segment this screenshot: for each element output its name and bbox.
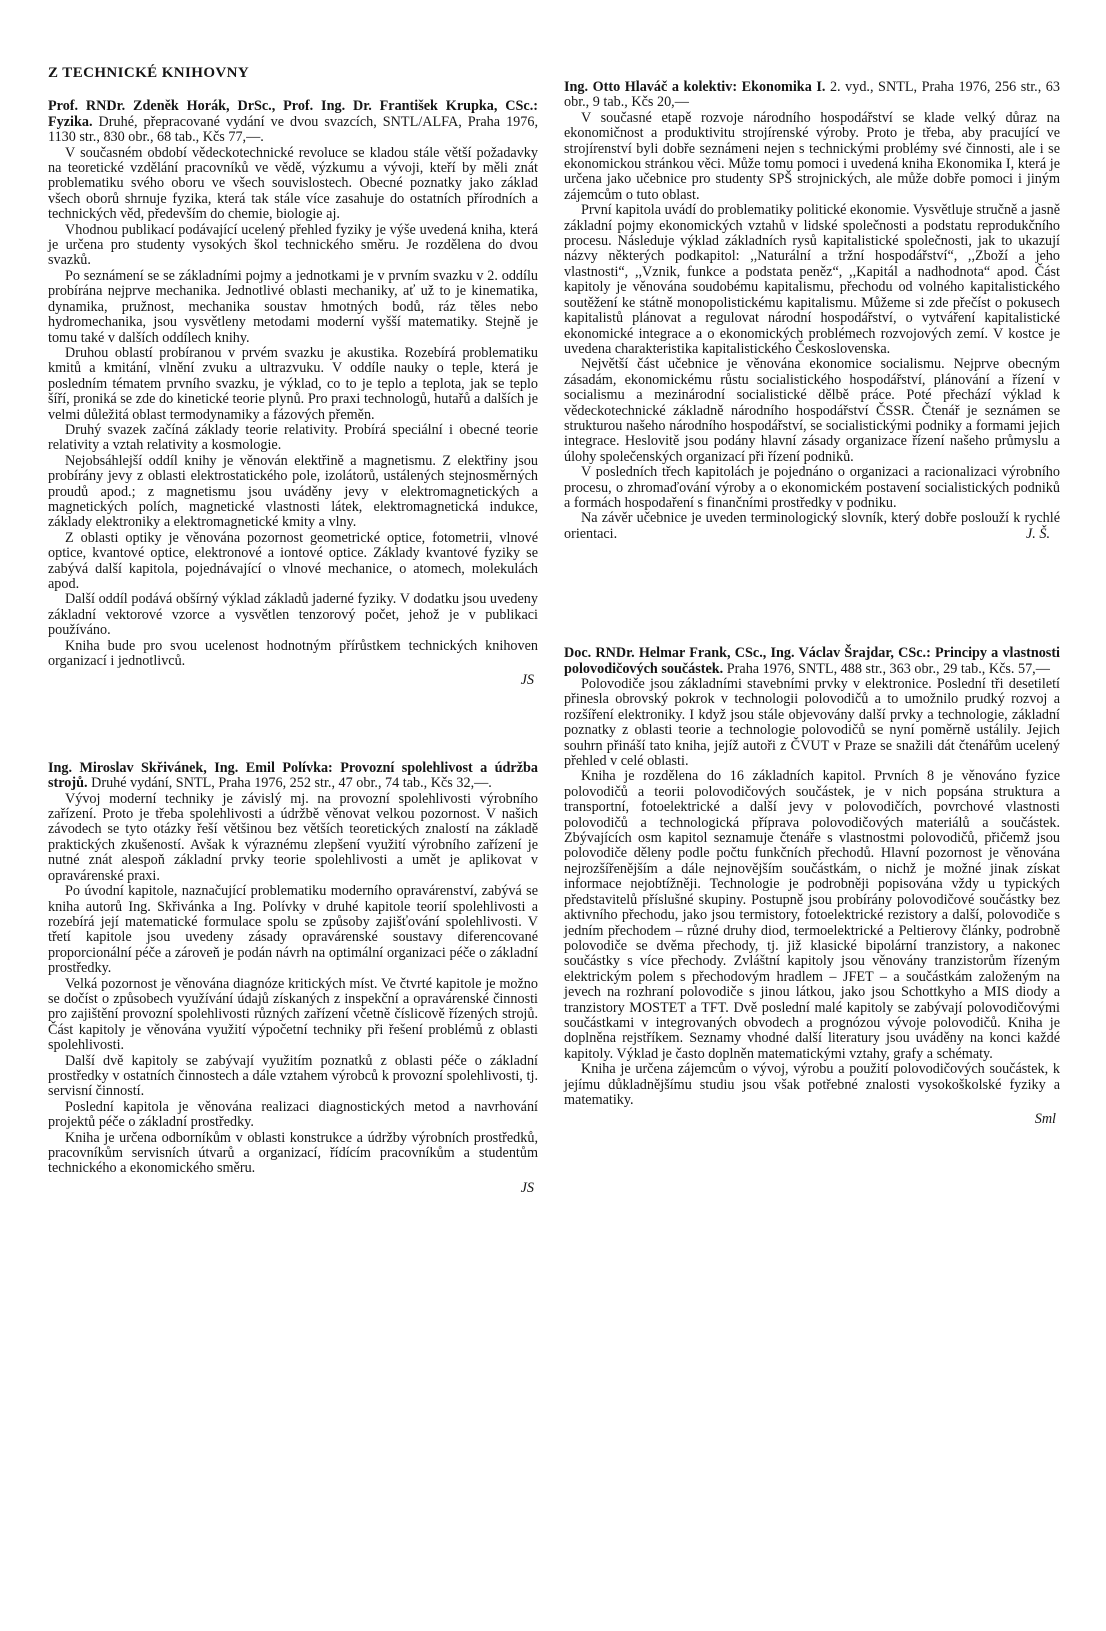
review-spolehlivost xyxy=(48,761,538,1196)
review-header xyxy=(48,761,538,792)
review-paragraph: Další oddíl podává obšírný výklad základů jaderné fyziky. V dodatku jsou uvedeny základní vektorové vzorce a vysvětlen tenzorový počet, jehož je v publikaci používáno. xyxy=(48,591,538,639)
review-paragraph: Polovodiče jsou základními stavebními prvky v elektronice. Poslední tři desetiletí přinesla obrovský pokrok v technologii polovodičů a to umožnilo prudký rozvoj a rozšíření elektroniky. I když jsou stále objevovány další prvky a technologie, základní poznatky z oblasti teorie a technologie polovodičů se nyní poměrně ustálily. Jejich souhrn přináší tato kniha, jejíž autoři z ČVUT v Praze se snažili dát čtenářům ucelený přehled v celé oblasti. xyxy=(564,676,1060,770)
review-paragraph: Z oblasti optiky je věnována pozornost geometrické optice, fotometrii, vlnové optice, kvantové optice, elektronové a iontové optice. Základy kvantové fyziky se zabývá další kapitola, pojednávající o vlnové mechanice, o atomech, molekulách apod. xyxy=(48,529,538,592)
review-paragraph: V současné etapě rozvoje národního hospodářství se klade velký důraz na ekonomičnost a produktivitu strojírenské výroby. Proto je třeba, aby pracující ve strojírenství byli dobře seznámeni nejen s technickými problémy své činnosti, ale i se ekonomickou stránkou věci. Může tomu pomoci i uvedená kniha Ekonomika I, která je určena jako učebnice pro studenty SPŠ strojnických, ale může dobře pomoci i jiným zájemcům o tuto oblast. xyxy=(564,109,1060,203)
left-column xyxy=(48,66,538,1196)
review-ekonomika xyxy=(564,80,1060,542)
review-paragraph: Druhou oblastí probíranou v prvém svazku je akustika. Rozebírá problematiku kmitů a kmitání, vlnění zvuku a ultrazvuku. V oddíle nauky o teple, která je posledním tématem prvního svazku, je výklad, co to je teplo a teplota, jak se teplo šíří, proniká se zde do kinetické teorie plynů. Pro praxi technologů, hutařů a dalších je velmi důležitá oblast termodynamiky a fázových přeměn. xyxy=(48,344,538,423)
review-paragraph: Největší část učebnice je věnována ekonomice socialismu. Nejprve obecným zásadám, ekonomickému růstu socialistického hospodářství, plánování a řízení v socialismu a mezinárodní socialistické dělbě práce. Poté přechází výklad k vědeckotechnické základně národního hospodářství ČSSR. Čtenář je seznámen se strukturou našeho národního hospodářství, se socialistickými podniky a formami jejich integrace. Heslovitě jsou podány hlavní zásady organizace řízení našeho průmyslu a úlohy společenských organizací při řízení podniků. xyxy=(564,356,1060,465)
review-authors-title: Ing. Miroslav Skřivánek, Ing. Emil Polívka: Provozní spolehlivost a údržba strojů. xyxy=(48,759,538,792)
review-paragraph: První kapitola uvádí do problematiky politické ekonomie. Vysvětluje stručně a jasně základní pojmy ekonomických vztahů v lidské společnosti a podstatu reprodukčního procesu. Následuje výklad základních rysů kapitalistické společnosti, jak to ukazují názvy některých podkapitol: ,,Naturální a tržní hospodářství“, ,,Zboží a jeho vlastnosti“, ,,Vznik, funkce a podstata peněz“, ,,Kapitál a nadhodnota“ apod. Část kapitoly je věnována soudobému kapitalismu, přechodu od volného kapitalistického soutěžení ke státně monopolistickému kapitalismu. Můžeme si zde přečíst o pokusech kapitalistů plánovat a regulovat národní hospodářství, o vytváření kapitalistické ekonomické integrace a o ekonomických problémech rozvojových zemí. V kostce je uvedena charakteristika kapitalistického Československa. xyxy=(564,202,1060,357)
review-paragraph: Vývoj moderní techniky je závislý mj. na provozní spolehlivosti výrobního zařízení. Proto je třeba spolehlivosti a údržbě věnovat velkou pozornost. V našich závodech se tyto otázky řeší většinou bez větších teoretických znalostí na základě praktických zkušeností. Avšak k výraznému zlepšení využití výrobního zařízení je nutné znát alespoň základní prvky teorie spolehlivosti a umět je aplikovat v opravárenské praxi. xyxy=(48,790,538,884)
review-paragraph-text: Na závěr učebnice je uveden terminologický slovník, který dobře poslouží k rychlé orientaci. xyxy=(564,510,1060,542)
review-publication-info: 2. vyd., SNTL, Praha 1976, 256 str., 63 obr., 9 tab., Kčs 20,— xyxy=(564,79,1060,111)
review-signature: JS xyxy=(520,1179,534,1196)
review-signature: J. Š. xyxy=(1025,525,1050,542)
review-paragraph: V současném období vědeckotechnické revoluce se kladou stále větší požadavky na teoretické vzdělání pracovníků ve vědě, výzkumu a vývoji, kteří by měli znát problematiku svého oboru ve všech souvislostech. Obecné poznatky jako základ všech oborů shrnuje fyzika, která tak stále více zasahuje do ostatních přírodních a technických věd, především do chemie, biologie aj. xyxy=(48,144,538,223)
section-heading: Z TECHNICKÉ KNIHOVNY xyxy=(48,65,250,81)
review-paragraph: V posledních třech kapitolách je pojednáno o organizaci a racionalizaci výrobního procesu, o zhromaďování výroby a o ekonomickém postavení socialistických podniků a formách hospodaření s finančními prostředky v podniku. xyxy=(564,464,1060,511)
review-paragraph: Vhodnou publikací podávající ucelený přehled fyziky je výše uvedená kniha, která je určena pro studenty vysokých škol technického směru. Je rozdělena do dvou svazků. xyxy=(48,221,538,269)
review-publication-info: Praha 1976, SNTL, 488 str., 363 obr., 29 tab., Kčs. 57,— xyxy=(723,660,1050,677)
review-signature: Sml xyxy=(1034,1111,1056,1128)
review-paragraph: Nejobsáhlejší oddíl knihy je věnován elektřině a magnetismu. Z elektřiny jsou probírány jevy z oblasti elektrostatického pole, izolátorů, ustálených stejnosměrných proudů apod.; z magnetismu jsou uváděny jevy v elektromagnetických a magnetických polích, magnetické vlastnosti látek, elektromagnetická indukce, základy elektroniky a elektromagnetické kmity a vlny. xyxy=(48,452,538,531)
review-paragraph: Kniha je rozdělena do 16 základních kapitol. Prvních 8 je věnováno fyzice polovodičů a teorii polovodičových součástek, je v nich popsána struktura a transportní, fotoelektrické a další jevy v polovodičích, povrchové vlastnosti polovodičů a technologická příprava polovodičových materiálů a součástek. Zbývajících osm kapitol seznamuje čtenáře s vlastnostmi polovodičů, přičemž jsou polovodiče děleny podle počtu funkčních přechodů. Hlavní pozornost je věnována nejrozšířenějším a dále nejnovějším součástkám, o nichž je možné jinak získat informace nejobtížněji. Technologie je podrobněji popisována vždy u typických představitelů příslušné skupiny. Postupně jsou probírány polovodičové součástky bez aktivního přechodu, jako jsou termistory, fotoelektrické rezistory a další, polovodiče s jedním přechodem – různé druhy diod, termoelektrické a Peltierovy články, podrobně polovodiče se dvěma přechody, tj. již klasické bipolární tranzistory, a nakonec součástky s více přechody. Zvláštní kapitoly jsou věnovány tranzistorům řízeným elektrickým polem s přechodovým hradlem – JFET – a součástkám založeným na jevech na rozhraní polovodiče s jinou látkou, jako jsou Schottkyho a MIS diody a tranzistory MOSTET a TFT. Dvě poslední malé kapitoly se zabývají polovodičovými součástkami v integrovaných obvodech a prognózou vývoje polovodičů. Kniha je doplněna rejstříkem. Seznamy vhodné další literatury jsou uváděny na konci každé kapitoly. Výklad je často doplněn matematickými vztahy, grafy a schématy. xyxy=(564,768,1060,1062)
review-paragraph: Poslední kapitola je věnována realizaci diagnostických metod a navrhování projektů péče o základní prostředky. xyxy=(48,1098,538,1131)
review-authors-title: Ing. Otto Hlaváč a kolektiv: Ekonomika I. xyxy=(564,79,826,95)
review-header xyxy=(564,80,1060,111)
review-paragraph: Velká pozornost je věnována diagnóze kritických míst. Ve čtvrté kapitole je možno se dočíst o způsobech využívání údajů získaných z inspekční a opravárenské činnosti pro zajištění provozní spolehlivosti různých zařízení včetně číslicově řízených strojů. Část kapitoly je věnována využití výpočetní techniky při řešení problémů z oblasti spolehlivosti. xyxy=(48,975,538,1054)
review-paragraph: Kniha bude pro svou ucelenost hodnotným přírůstkem technických knihoven organizací i jednotlivců. xyxy=(48,637,538,670)
column-gap xyxy=(564,542,1060,646)
review-polovodice xyxy=(564,646,1060,1128)
review-paragraph xyxy=(564,511,1060,542)
review-authors-title: Prof. RNDr. Zdeněk Horák, DrSc., Prof. Ing. Dr. František Krupka, CSc.: Fyzika. xyxy=(48,98,538,130)
review-signature: JS xyxy=(520,672,534,689)
column-gap xyxy=(48,689,538,761)
review-paragraph: Další dvě kapitoly se zabývají využitím poznatků z oblasti péče o základní prostředky v ostatních činnostech a dále vztahem výrobců k provozní spolehlivosti, tj. servisní činností. xyxy=(48,1052,538,1100)
review-header xyxy=(564,646,1060,677)
right-column xyxy=(564,80,1060,1128)
review-fyzika xyxy=(48,99,538,688)
review-authors-title: Doc. RNDr. Helmar Frank, CSc., Ing. Václav Šrajdar, CSc.: Principy a vlastnosti polovodičových součástek. xyxy=(564,645,1060,677)
review-paragraph: Kniha je určena zájemcům o vývoj, výrobu a použití polovodičových součástek, k jejímu důkladnějšímu studiu jsou však potřebné znalosti vysokoškolské fyziky a matematiky. xyxy=(564,1061,1060,1108)
review-publication-info: Druhé, přepracované vydání ve dvou svazcích, SNTL/ALFA, Praha 1976, 1130 str., 830 obr., 68 tab., Kčs 77,—. xyxy=(48,113,538,146)
review-paragraph: Kniha je určena odborníkům v oblasti konstrukce a údržby výrobních prostředků, pracovníkům servisních útvarů a organizací, řídícím pracovníkům a studentům technického a ekonomického směru. xyxy=(48,1129,538,1177)
review-paragraph: Po úvodní kapitole, naznačující problematiku moderního opravárenství, zabývá se kniha autorů Ing. Skřivánka a Ing. Polívky v druhé kapitole teorií spolehlivosti a rozebírá její matematické formulace spolu se způsoby zajišťování spolehlivosti. V třetí kapitole jsou uvedeny zásady opravárenské soustavy diferencované proporcionální péče a zároveň je podán návrh na optimální organizaci péče o základní prostředky. xyxy=(48,883,538,977)
review-paragraph: Druhý svazek začíná základy teorie relativity. Probírá speciální i obecné teorie relativity a vztah relativity a kosmologie. xyxy=(48,421,538,454)
review-paragraph: Po seznámení se se základními pojmy a jednotkami je v prvním svazku v 2. oddílu probírána nejprve mechanika. Jednotlivé oblasti mechaniky, ať už to je kinematika, dynamika, pružnost, mechanika soustav hmotných bodů, ráz těles nebo hydromechanika, jsou vysvětleny metodami moderní vyšší matematiky. Stejně je tomu také v dalších oddílech knihy. xyxy=(48,267,538,346)
review-publication-info: Druhé vydání, SNTL, Praha 1976, 252 str., 47 obr., 74 tab., Kčs 32,—. xyxy=(87,775,492,792)
review-header xyxy=(48,99,538,145)
